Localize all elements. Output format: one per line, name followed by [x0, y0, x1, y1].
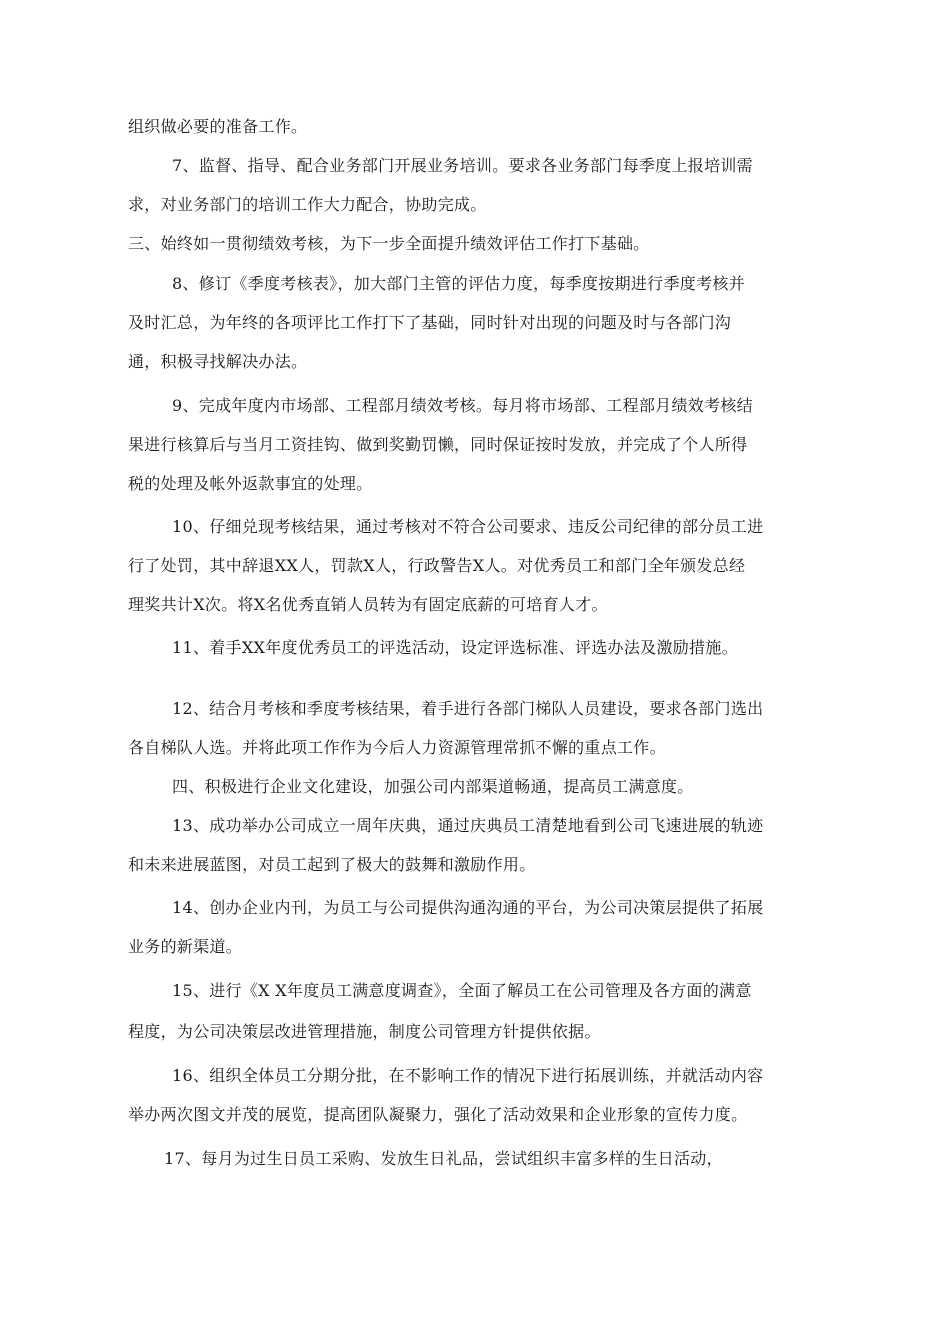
text-line: 和未来进展蓝图，对员工起到了极大的鼓舞和激励作用。 — [128, 855, 536, 874]
text-line: 税的处理及帐外返款事宜的处理。 — [128, 474, 373, 493]
text-line: 12、结合月考核和季度考核结果，着手进行各部门梯队人员建设，要求各部门选出 — [172, 699, 764, 718]
text-line: 理奖共计X次。将X名优秀直销人员转为有固定底薪的可培育人才。 — [128, 595, 608, 614]
text-line: 果进行核算后与当月工资挂钩、做到奖勤罚懒，同时保证按时发放，并完成了个人所得 — [128, 435, 748, 454]
text-line: 14、创办企业内刊，为员工与公司提供沟通沟通的平台，为公司决策层提供了拓展 — [172, 898, 764, 917]
text-line: 业务的新渠道。 — [128, 937, 243, 956]
text-line: 15、进行《X X年度员工满意度调查》，全面了解员工在公司管理及各方面的满意 — [172, 981, 752, 1000]
text-line: 17、每月为过生日员工采购、发放生日礼品，尝试组织丰富多样的生日活动， — [164, 1149, 723, 1168]
text-line: 10、仔细兑现考核结果，通过考核对不符合公司要求、违反公司纪律的部分员工进 — [172, 517, 764, 536]
text-line: 8、修订《季度考核表》，加大部门主管的评估力度，每季度按期进行季度考核并 — [172, 274, 745, 293]
text-line: 13、成功举办公司成立一周年庆典，通过庆典员工清楚地看到公司飞速进展的轨迹 — [172, 816, 764, 835]
text-line: 组织做必要的准备工作。 — [128, 117, 308, 136]
text-line: 各自梯队人选。并将此项工作作为今后人力资源管理常抓不懈的重点工作。 — [128, 738, 666, 757]
text-line: 程度，为公司决策层改进管理措施，制度公司管理方针提供依据。 — [128, 1022, 601, 1041]
section-heading: 四、积极进行企业文化建设，加强公司内部渠道畅通，提高员工满意度。 — [172, 777, 694, 796]
text-line: 求，对业务部门的培训工作大力配合，协助完成。 — [128, 195, 487, 214]
text-line: 7、监督、指导、配合业务部门开展业务培训。要求各业务部门每季度上报培训需 — [172, 156, 753, 175]
text-line: 行了处罚，其中辞退XX人，罚款X人，行政警告X人。对优秀员工和部门全年颁发总经 — [128, 556, 746, 575]
text-line: 举办两次图文并茂的展览，提高团队凝聚力，强化了活动效果和企业形象的宣传力度。 — [128, 1105, 748, 1124]
section-heading: 三、始终如一贯彻绩效考核，为下一步全面提升绩效评估工作打下基础。 — [128, 234, 650, 253]
text-line: 11、着手XX年度优秀员工的评选活动，设定评选标准、评选办法及激励措施。 — [172, 638, 738, 657]
text-line: 9、完成年度内市场部、工程部月绩效考核。每月将市场部、工程部月绩效考核结 — [172, 396, 753, 415]
text-line: 通，积极寻找解决办法。 — [128, 352, 308, 371]
text-line: 16、组织全体员工分期分批，在不影响工作的情况下进行拓展训练，并就活动内容 — [172, 1066, 764, 1085]
text-line: 及时汇总，为年终的各项评比工作打下了基础，同时针对出现的问题及时与各部门沟 — [128, 313, 732, 332]
